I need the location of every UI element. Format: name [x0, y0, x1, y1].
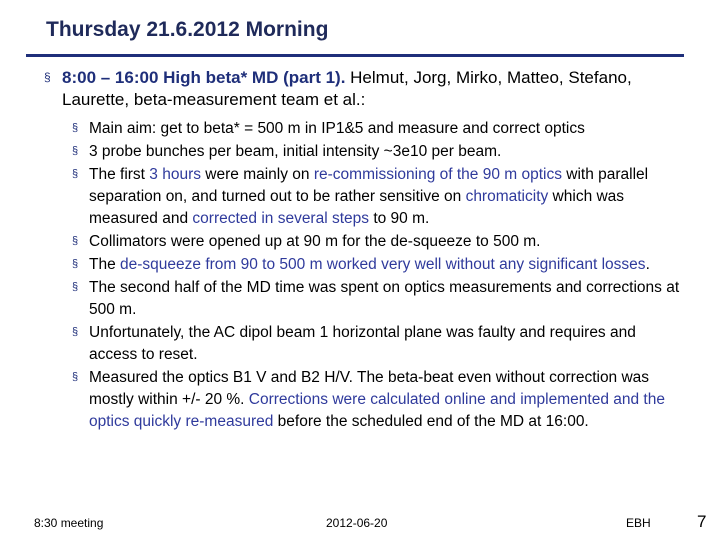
- md-participants: Helmut, Jorg, Mirko, Matteo, Stefano, Laurette, beta-measurement team et al.:: [62, 68, 632, 109]
- highlight-segment: chromaticity: [465, 188, 549, 206]
- bullet-marker-icon: §: [44, 70, 51, 84]
- footer-meeting-label: 8:30 meeting: [34, 516, 104, 530]
- bullet-marker-icon: §: [72, 235, 79, 248]
- text-segment: .: [645, 256, 650, 274]
- sub-bullet-text: The second half of the MD time was spent on optics measurements and corrections at 500 m.: [89, 279, 680, 319]
- text-segment: with parallel separation on, and turned out to be rather sensitive on: [89, 166, 649, 206]
- bullet-marker-icon: §: [72, 281, 79, 294]
- sub-bullet-second-half: [72, 277, 684, 320]
- bullet-marker-icon: §: [72, 326, 79, 339]
- text-segment: to 90 m.: [369, 209, 430, 227]
- bullet-marker-icon: §: [72, 168, 79, 181]
- text-segment: The: [89, 256, 121, 274]
- title-divider: [26, 54, 684, 57]
- sub-bullet-ac-dipole: [72, 322, 684, 365]
- bullet-marker-icon: §: [72, 371, 79, 384]
- bullet-marker-icon: §: [72, 145, 79, 158]
- text-segment: which was measured and: [89, 188, 625, 227]
- slide-title: Thursday 21.6.2012 Morning: [46, 18, 329, 41]
- highlight-segment: corrected in several steps: [192, 209, 370, 227]
- bullet-marker-icon: §: [72, 258, 79, 271]
- highlight-segment: 3 hours: [149, 166, 201, 184]
- highlight-segment: re-commissioning of the 90 m optics: [313, 166, 562, 184]
- sub-bullet-list: [72, 118, 684, 434]
- text-segment: before the scheduled end of the MD at 16:00.: [273, 412, 589, 430]
- highlight-segment: de-squeeze from 90 to 500 m worked very well without any significant losses: [120, 256, 646, 274]
- text-segment: Measured the optics B1 V and B2 H/V. The beta-beat even without correction was mostly within +/- 20 %.: [89, 369, 650, 408]
- text-segment: were mainly on: [201, 166, 314, 184]
- sub-bullet-recommissioning: [72, 164, 684, 229]
- footer-date: 2012-06-20: [326, 516, 388, 530]
- md-time-highlight: 8:00 – 16:00 High beta* MD (part 1).: [62, 68, 346, 87]
- sub-bullet-text: Main aim: get to beta* = 500 m in IP1&5 and measure and correct optics: [89, 120, 585, 137]
- highlight-segment: Corrections were calculated online and implemented and the optics quickly re-measured: [89, 390, 665, 430]
- sub-bullet-text: 3 probe bunches per beam, initial intensity ~3e10 per beam.: [89, 143, 502, 161]
- sub-bullet-desqueeze: [72, 254, 684, 276]
- sub-bullet-text: Unfortunately, the AC dipol beam 1 horizontal plane was faulty and requires and access to reset.: [89, 324, 636, 364]
- footer-author: EBH: [626, 516, 651, 530]
- page-number: 7: [697, 512, 707, 531]
- main-bullet: [44, 67, 684, 111]
- sub-bullet-collimators: [72, 231, 684, 253]
- bullet-marker-icon: §: [72, 122, 79, 134]
- sub-bullet-measured-optics: [72, 367, 684, 432]
- sub-bullet-probe-bunches: [72, 141, 684, 163]
- sub-bullet-main-aim: [72, 118, 684, 140]
- text-segment: The first: [89, 166, 150, 184]
- sub-bullet-text: Collimators were opened up at 90 m for the de-squeeze to 500 m.: [89, 233, 541, 251]
- main-bullet-text: [62, 67, 684, 111]
